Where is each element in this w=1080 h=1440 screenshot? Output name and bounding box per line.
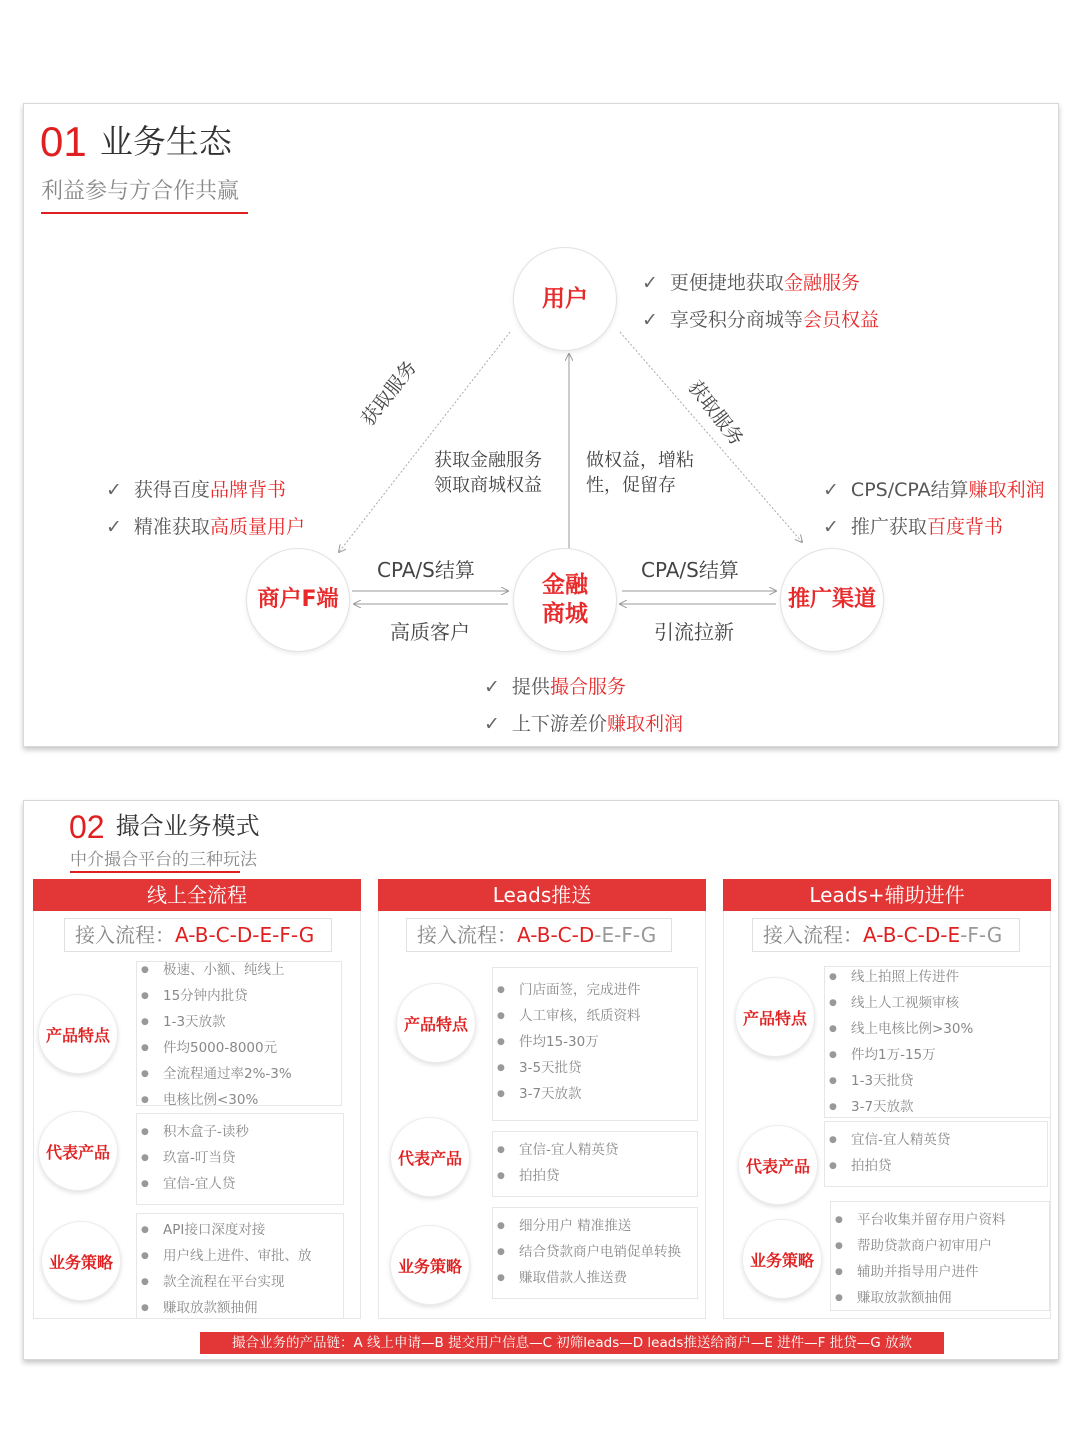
list-item: ● 细分用户 精准推送 [493, 1213, 697, 1239]
list-item: ● 赚取借款人推送费 [493, 1265, 697, 1291]
list-item: ● 电核比例<30% [137, 1087, 341, 1113]
column-3-features-box [824, 966, 1051, 1118]
mall-benefit-2: ✓ 上下游差价赚取利润 [484, 713, 683, 735]
column-1-strategy-box [136, 1213, 344, 1319]
node-user [513, 247, 617, 351]
column-3-flow: 接入流程：A-B-C-D-E-F-G [752, 918, 1020, 952]
column-3-products-label: 代表产品 [738, 1125, 818, 1205]
section1-number: 01 [40, 118, 87, 165]
column-2-products-label: 代表产品 [390, 1117, 470, 1197]
arrow-user-to-merchant [339, 332, 510, 552]
column-2-strategy-label: 业务策略 [390, 1225, 470, 1305]
column-1-flow: 接入流程：A-B-C-D-E-F-G [64, 918, 332, 952]
section1-subtitle: 利益参与方合作共赢 [41, 179, 240, 204]
edge-label-right-bottom: 引流拉新 [654, 620, 734, 644]
list-item: ● 宜信-宜人精英贷 [825, 1127, 1047, 1153]
merchant-benefit-2: ✓ 精准获取高质量用户 [106, 516, 305, 538]
channel-benefit-1: ✓ CPS/CPA结算赚取利润 [823, 479, 1045, 501]
list-item: ● 15分钟内批贷 [137, 983, 341, 1009]
column-3-features-label: 产品特点 [735, 977, 815, 1057]
section2-title: 撮合业务模式 [115, 812, 260, 840]
column-2-header: Leads推送 [378, 879, 706, 911]
column-1-products-label: 代表产品 [38, 1111, 118, 1191]
node-finance-mall [513, 548, 617, 652]
list-item: ● 3-7天放款 [493, 1081, 697, 1107]
list-item: ● 用户线上进件、审批、放 [137, 1243, 343, 1269]
column-1-products-box [136, 1113, 344, 1205]
user-benefit-2: ✓ 享受积分商城等会员权益 [642, 309, 879, 331]
section2-number: 02 [69, 809, 105, 845]
column-2-features-box [492, 967, 698, 1121]
node-merchant [246, 548, 350, 652]
user-benefit-1: ✓ 更便捷地获取金融服务 [642, 272, 860, 294]
list-item: ● 1-3天批贷 [825, 1068, 1050, 1094]
diagram-connectors [24, 104, 1060, 748]
list-item: ● 件均5000-8000元 [137, 1035, 341, 1061]
edge-label-left-diagonal: 获取服务 [357, 356, 422, 431]
node-mall-line2: 商城 [542, 601, 588, 627]
ecosystem-panel [23, 103, 1059, 747]
list-item: ● 3-7天放款 [825, 1094, 1050, 1120]
list-item: ● 线上拍照上传进件 [825, 964, 1050, 990]
list-item: ● 宜信-宜人贷 [137, 1171, 343, 1197]
merchant-benefit-1: ✓ 获得百度品牌背书 [106, 479, 286, 501]
list-item: ● 拍拍贷 [825, 1153, 1047, 1179]
column-2-flow: 接入流程：A-B-C-D-E-F-G [406, 918, 672, 952]
list-item: ● 玖富-叮当贷 [137, 1145, 343, 1171]
list-item: ● API接口深度对接 [137, 1217, 343, 1243]
section2-heading [69, 809, 260, 846]
list-item: ● 门店面签，完成进件 [493, 977, 697, 1003]
list-item: ● 件均1万-15万 [825, 1042, 1050, 1068]
arrow-user-to-channel [620, 332, 802, 542]
list-item: ● 线上电核比例>30% [825, 1016, 1050, 1042]
list-item: ● 帮助贷款商户初审用户 [831, 1233, 1049, 1259]
list-item: ● 人工审核，纸质资料 [493, 1003, 697, 1029]
list-item-continuation: ● 款全流程在平台实现 [137, 1269, 343, 1295]
matchmaking-panel [23, 800, 1059, 1360]
list-item: ● 线上人工视频审核 [825, 990, 1050, 1016]
node-merchant-label: 商户F端 [257, 587, 339, 613]
edge-label-right-top: CPA/S结算 [641, 558, 739, 582]
edge-label-left-top: CPA/S结算 [377, 558, 475, 582]
column-1-header: 线上全流程 [33, 879, 361, 911]
edge-label-left-bottom: 高质客户 [390, 620, 470, 644]
column-3-strategy-box [830, 1201, 1050, 1311]
column-2-features-label: 产品特点 [396, 983, 476, 1063]
column-3-products-box [824, 1121, 1048, 1187]
column-3-header: Leads+辅助进件 [723, 879, 1051, 911]
section2-underline [70, 871, 240, 873]
list-item: ● 赚取放款额抽佣 [137, 1295, 343, 1321]
node-mall-line1: 金融 [542, 572, 588, 599]
list-item: ● 全流程通过率2%-3% [137, 1061, 341, 1087]
list-item: ● 宜信-宜人精英贷 [493, 1137, 697, 1163]
section1-title: 业务生态 [99, 122, 232, 161]
edge-label-center-left-2: 领取商城权益 [434, 475, 542, 496]
edge-label-right-diagonal: 获取服务 [683, 376, 748, 450]
edge-label-center-right-2: 性，促留存 [586, 475, 676, 496]
list-item: ● 赚取放款额抽佣 [831, 1285, 1049, 1311]
list-item: ● 1-3天放款 [137, 1009, 341, 1035]
list-item: ● 平台收集并留存用户资料 [831, 1207, 1049, 1233]
product-chain-banner: 撮合业务的产品链：A 线上申请—B 提交用户信息—C 初筛leads—D leads推送给商户—E 进件—F 批贷—G 放款 [200, 1332, 944, 1354]
node-channel [780, 548, 884, 652]
column-1-features-label: 产品特点 [38, 994, 118, 1074]
list-item: ● 辅助并指导用户进件 [831, 1259, 1049, 1285]
node-user-label: 用户 [542, 285, 588, 312]
column-3-strategy-label: 业务策略 [742, 1219, 822, 1299]
channel-benefit-2: ✓ 推广获取百度背书 [823, 516, 1003, 538]
column-2-products-box [492, 1131, 698, 1197]
list-item: ● 3-5天批贷 [493, 1055, 697, 1081]
list-item: ● 极速、小额、纯线上 [137, 957, 341, 983]
node-channel-label: 推广渠道 [787, 587, 876, 613]
column-2-strategy-box [492, 1207, 698, 1299]
edge-label-center-left-1: 获取金融服务 [434, 450, 542, 471]
list-item: ● 拍拍贷 [493, 1163, 697, 1189]
column-1-strategy-label: 业务策略 [41, 1221, 121, 1301]
list-item: ● 结合贷款商户电销促单转换 [493, 1239, 697, 1265]
section2-subtitle: 中介撮合平台的三种玩法 [70, 850, 257, 870]
list-item: ● 件均15-30万 [493, 1029, 697, 1055]
column-1-features-box [136, 961, 342, 1106]
list-item: ● 积木盒子-读秒 [137, 1119, 343, 1145]
mall-benefit-1: ✓ 提供撮合服务 [484, 676, 626, 698]
edge-label-center-right-1: 做权益，增粘 [586, 450, 694, 471]
